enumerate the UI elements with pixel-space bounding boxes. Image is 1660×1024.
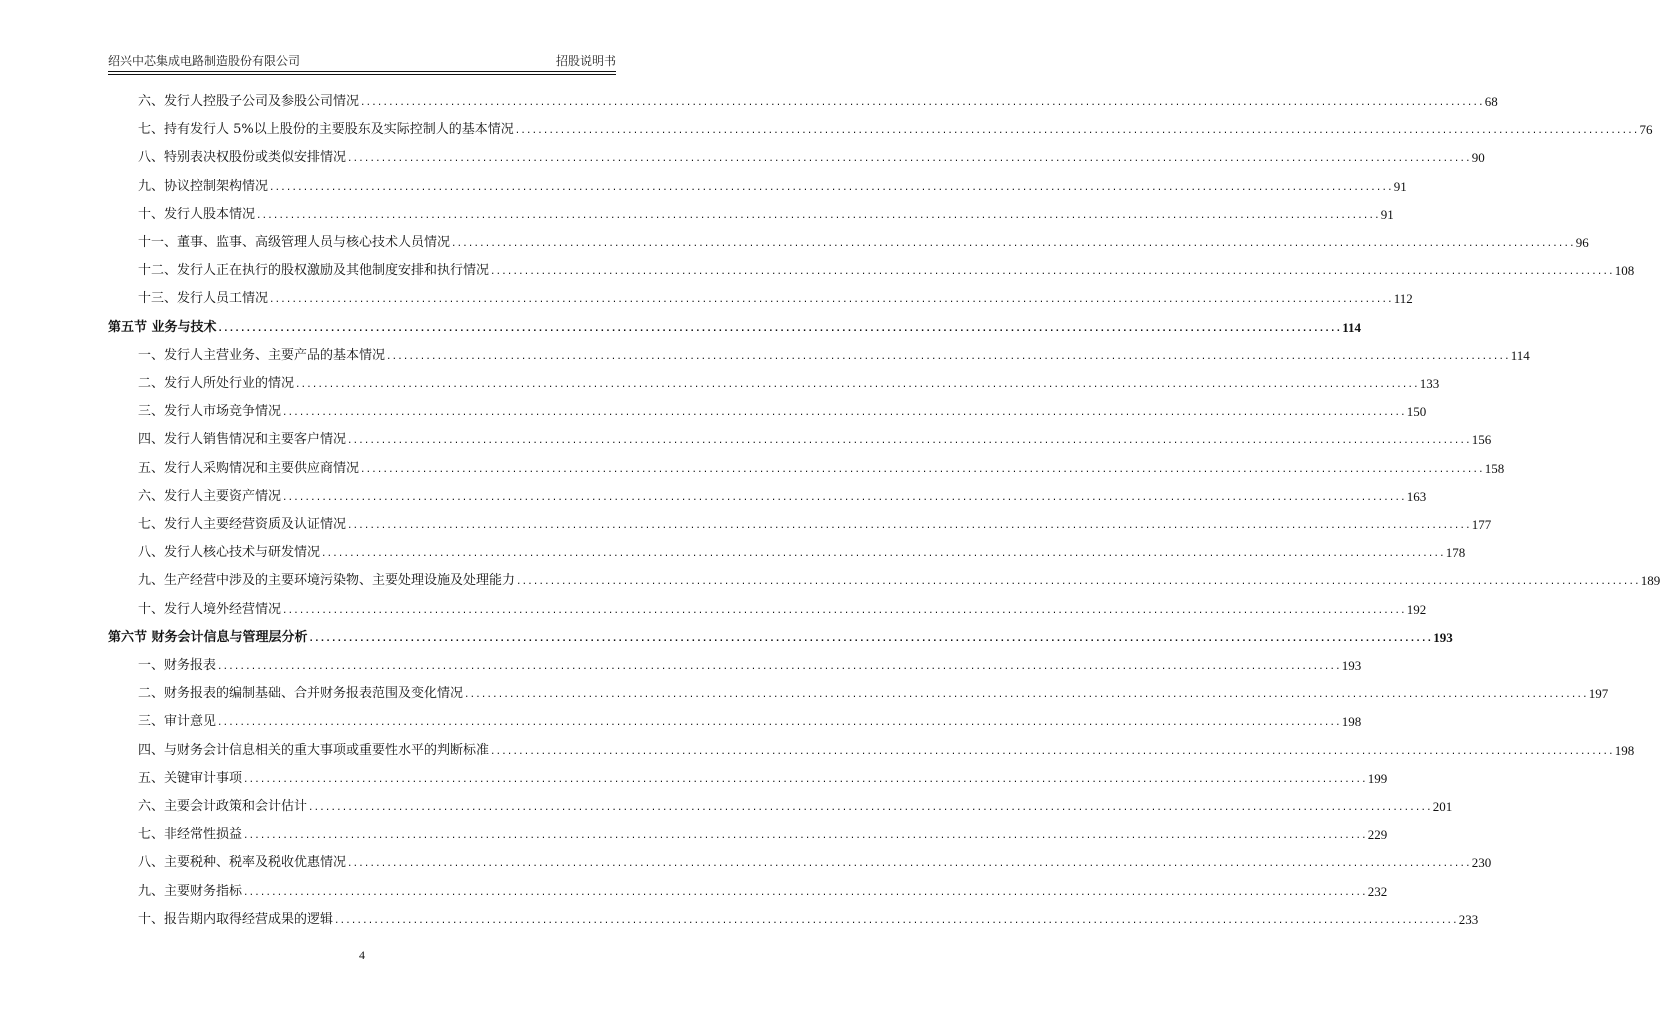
toc-leader-dots: ........................................................................................................................................................................................................ — [282, 605, 1406, 616]
toc-entry[interactable] — [138, 400, 1427, 420]
toc-entry-page-number: 68 — [1484, 94, 1498, 109]
header-document-type: 招股说明书 — [555, 54, 616, 68]
toc-entry-page-number: 150 — [1406, 404, 1427, 420]
toc-leader-dots: ........................................................................................................................................................................................................ — [321, 549, 1445, 560]
toc-entry-title: 十、发行人境外经营情况 — [138, 601, 282, 617]
toc-leader-dots: ........................................................................................................................................................................................................ — [308, 803, 1432, 813]
toc-entry[interactable] — [138, 287, 1413, 307]
toc-leader-dots: ........................................................................................................................................................................................................ — [451, 239, 1575, 249]
toc-leader-dots: ........................................................................................................................................................................................................ — [334, 915, 1458, 926]
toc-entry-page-number: 178 — [1445, 545, 1466, 561]
toc-entry-page-number: 193 — [1341, 658, 1362, 673]
toc-entry[interactable] — [138, 203, 1394, 223]
toc-leader-dots: ........................................................................................................................................................................................................ — [347, 154, 1471, 165]
toc-entry[interactable] — [138, 682, 1609, 702]
toc-entry-title: 七、持有发行人 5%以上股份的主要股东及实际控制人的基本情况 — [138, 122, 514, 138]
toc-entry[interactable] — [138, 598, 1427, 618]
toc-entry[interactable] — [138, 118, 1653, 138]
toc-entry-page-number: 193 — [1433, 629, 1453, 645]
toc-entry[interactable] — [138, 569, 1660, 589]
toc-leader-dots: ........................................................................................................................................................................................................ — [464, 690, 1588, 701]
running-header — [108, 50, 616, 70]
toc-entry-title: 三、审计意见 — [138, 714, 217, 730]
toc-entry-page-number: 76 — [1639, 122, 1653, 138]
toc-entry-title: 八、特别表决权股份或类似安排情况 — [138, 150, 347, 166]
toc-leader-dots: ........................................................................................................................................................................................................ — [516, 577, 1640, 588]
toc-leader-dots: ........................................................................................................................................................................................................ — [282, 408, 1406, 419]
toc-entry-page-number: 114 — [1342, 319, 1362, 335]
toc-leader-dots: ........................................................................................................................................................................................................ — [490, 746, 1614, 757]
toc-entry-title: 二、发行人所处行业的情况 — [138, 376, 295, 391]
toc-leader-dots: ........................................................................................................................................................................................................ — [514, 126, 1639, 137]
toc-entry[interactable] — [138, 175, 1407, 195]
toc-entry-title: 七、发行人主要经营资质及认证情况 — [138, 517, 347, 532]
header-divider-thin — [108, 74, 616, 75]
toc-entry[interactable] — [138, 908, 1479, 928]
toc-entry-page-number: 177 — [1471, 517, 1492, 532]
toc-leader-dots: ........................................................................................................................................................................................................ — [360, 464, 1484, 475]
toc-entry-page-number: 133 — [1419, 376, 1440, 391]
toc-entry[interactable] — [138, 795, 1453, 815]
toc-entry-page-number: 114 — [1510, 347, 1530, 363]
toc-entry[interactable] — [138, 485, 1427, 505]
toc-entry-page-number: 96 — [1575, 235, 1589, 250]
toc-entry[interactable] — [138, 372, 1440, 392]
toc-entry[interactable] — [138, 880, 1388, 900]
toc-entry[interactable] — [138, 344, 1530, 364]
toc-entry[interactable] — [138, 710, 1362, 730]
toc-entry-page-number: 90 — [1471, 150, 1485, 166]
toc-entry[interactable] — [138, 457, 1505, 477]
toc-leader-dots: ........................................................................................................................................................................................................ — [308, 633, 1433, 644]
toc-leader-dots: ........................................................................................................................................................................................................ — [347, 859, 1471, 870]
header-divider — [108, 71, 616, 72]
toc-section-heading[interactable] — [108, 316, 1362, 336]
toc-entry[interactable] — [138, 823, 1388, 843]
toc-leader-dots: ........................................................................................................................................................................................................ — [282, 492, 1406, 503]
toc-entry-title: 七、非经常性损益 — [138, 827, 243, 843]
toc-entry-page-number: 163 — [1406, 488, 1427, 504]
toc-entry-page-number: 230 — [1471, 855, 1492, 871]
toc-entry[interactable] — [138, 90, 1498, 110]
toc-entry[interactable] — [138, 259, 1635, 279]
toc-leader-dots: ........................................................................................................................................................................................................ — [243, 831, 1367, 842]
toc-entry-title: 八、发行人核心技术与研发情况 — [138, 545, 321, 561]
toc-entry-title: 六、发行人控股子公司及参股公司情况 — [138, 94, 360, 109]
toc-entry-title: 一、发行人主营业务、主要产品的基本情况 — [138, 347, 386, 363]
toc-entry-title: 十一、董事、监事、高级管理人员与核心技术人员情况 — [138, 235, 451, 250]
toc-entry-title: 一、财务报表 — [138, 658, 217, 673]
header-company-name: 绍兴中芯集成电路制造股份有限公司 — [108, 54, 301, 68]
toc-entry-title: 八、主要税种、税率及税收优惠情况 — [138, 855, 347, 871]
toc-entry-page-number: 189 — [1640, 573, 1660, 589]
toc-entry[interactable] — [138, 654, 1362, 674]
toc-entry-page-number: 112 — [1393, 291, 1413, 307]
toc-leader-dots: ........................................................................................................................................................................................................ — [217, 323, 1342, 334]
toc-leader-dots: ........................................................................................................................................................................................................ — [243, 887, 1367, 898]
toc-entry-title: 六、主要会计政策和会计估计 — [138, 799, 308, 814]
toc-entry-title: 二、财务报表的编制基础、合并财务报表范围及变化情况 — [138, 686, 464, 702]
toc-leader-dots: ........................................................................................................................................................................................................ — [269, 295, 1393, 306]
toc-leader-dots: ........................................................................................................................................................................................................ — [347, 521, 1471, 531]
toc-entry[interactable] — [138, 767, 1388, 787]
toc-entry-title: 第五节 业务与技术 — [108, 319, 217, 335]
toc-entry[interactable] — [138, 541, 1466, 561]
toc-entry[interactable] — [138, 231, 1589, 251]
toc-leader-dots: ........................................................................................................................................................................................................ — [386, 351, 1510, 362]
toc-entry-page-number: 158 — [1484, 460, 1505, 476]
toc-entry-title: 九、生产经营中涉及的主要环境污染物、主要处理设施及处理能力 — [138, 573, 516, 589]
toc-entry-title: 第六节 财务会计信息与管理层分析 — [108, 629, 308, 645]
toc-entry-title: 四、发行人销售情况和主要客户情况 — [138, 432, 347, 448]
toc-entry-page-number: 91 — [1380, 206, 1394, 222]
toc-entry-title: 五、发行人采购情况和主要供应商情况 — [138, 460, 360, 476]
toc-entry-page-number: 108 — [1614, 263, 1635, 279]
toc-leader-dots: ........................................................................................................................................................................................................ — [243, 774, 1367, 785]
toc-entry-page-number: 232 — [1367, 883, 1388, 899]
toc-entry-title: 九、主要财务指标 — [138, 883, 243, 899]
toc-entry-page-number: 198 — [1614, 742, 1635, 758]
toc-entry-page-number: 201 — [1432, 799, 1453, 814]
toc-entry-page-number: 156 — [1471, 432, 1492, 448]
toc-leader-dots: ........................................................................................................................................................................................................ — [217, 662, 1341, 672]
toc-leader-dots: ........................................................................................................................................................................................................ — [269, 182, 1393, 193]
toc-entry-title: 十、发行人股本情况 — [138, 206, 256, 222]
toc-entry-page-number: 229 — [1367, 827, 1388, 843]
toc-entry-page-number: 192 — [1406, 601, 1427, 617]
toc-entry-title: 三、发行人市场竞争情况 — [138, 404, 282, 420]
toc-leader-dots: ........................................................................................................................................................................................................ — [295, 380, 1419, 390]
toc-entry-page-number: 233 — [1458, 911, 1479, 927]
page-number: 4 — [359, 948, 365, 962]
toc-entry-page-number: 91 — [1393, 178, 1407, 194]
toc-entry[interactable] — [138, 851, 1492, 871]
toc-entry-page-number: 198 — [1341, 714, 1362, 730]
toc-entry-title: 五、关键审计事项 — [138, 770, 243, 786]
toc-leader-dots: ........................................................................................................................................................................................................ — [256, 210, 1380, 221]
toc-leader-dots: ........................................................................................................................................................................................................ — [217, 718, 1341, 729]
toc-leader-dots: ........................................................................................................................................................................................................ — [347, 436, 1471, 447]
toc-entry-page-number: 199 — [1367, 770, 1388, 786]
toc-entry-title: 六、发行人主要资产情况 — [138, 488, 282, 504]
toc-entry[interactable] — [138, 739, 1635, 759]
toc-entry-title: 九、协议控制架构情况 — [138, 178, 269, 194]
toc-entry-title: 十二、发行人正在执行的股权激励及其他制度安排和执行情况 — [138, 263, 490, 279]
toc-entry-title: 十、报告期内取得经营成果的逻辑 — [138, 911, 334, 927]
toc-leader-dots: ........................................................................................................................................................................................................ — [490, 267, 1614, 278]
toc-entry[interactable] — [138, 513, 1492, 533]
toc-entry-title: 十三、发行人员工情况 — [138, 291, 269, 307]
toc-entry[interactable] — [138, 146, 1485, 166]
toc-section-heading[interactable] — [108, 626, 1453, 646]
toc-leader-dots: ........................................................................................................................................................................................................ — [360, 98, 1484, 108]
toc-entry-page-number: 197 — [1588, 686, 1609, 702]
toc-entry[interactable] — [138, 428, 1492, 448]
toc-entry-title: 四、与财务会计信息相关的重大事项或重要性水平的判断标准 — [138, 742, 490, 758]
